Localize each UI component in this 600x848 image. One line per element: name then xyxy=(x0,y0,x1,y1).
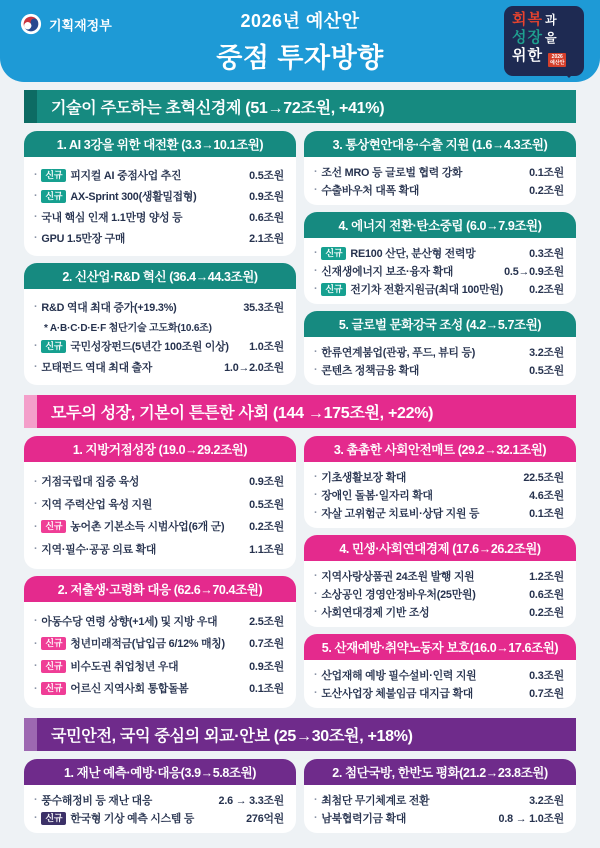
category-box-body xyxy=(304,462,576,528)
budget-item-label: 콘텐츠 정책금융 확대 xyxy=(321,364,420,377)
category-box xyxy=(24,759,296,833)
section-title xyxy=(24,718,576,751)
section-title-text: 국민안전, 국익 중심의 외교·안보 (25→30조원, +18%) xyxy=(37,718,576,751)
column xyxy=(24,759,296,833)
bullet-dot: · xyxy=(314,489,318,501)
category-box-body xyxy=(24,602,296,709)
campaign-badge-row xyxy=(512,47,576,69)
campaign-year: 2026 xyxy=(551,54,563,60)
budget-item-left xyxy=(314,470,406,485)
budget-item-value: 0.5조원 xyxy=(249,498,284,511)
budget-item xyxy=(314,809,564,827)
new-badge: 신규 xyxy=(41,812,66,825)
budget-item-value: 0.2조원 xyxy=(249,521,284,533)
budget-item-left xyxy=(34,519,224,534)
bullet-dot: · xyxy=(34,543,38,555)
campaign-budget-word: 예산안 xyxy=(549,60,565,66)
budget-item xyxy=(314,244,564,262)
budget-item-value: 2.6 → 3.3조원 xyxy=(218,794,284,807)
budget-item-value: 4.6조원 xyxy=(529,489,564,502)
category-box xyxy=(24,436,296,569)
budget-item-left xyxy=(34,474,139,489)
budget-item-value: 2.1조원 xyxy=(249,232,284,245)
budget-item-label: RE100 산단, 분산형 전력망 xyxy=(350,247,476,260)
category-box xyxy=(304,634,576,708)
bullet-dot: · xyxy=(34,794,38,806)
budget-item-value: 0.2조원 xyxy=(529,283,564,296)
budget-item-left xyxy=(34,681,189,696)
new-badge: 신규 xyxy=(41,190,66,203)
budget-item xyxy=(34,358,284,376)
category-box xyxy=(304,131,576,205)
column xyxy=(304,131,576,385)
budget-item xyxy=(34,809,284,827)
category-box xyxy=(304,311,576,385)
budget-item-note: * A·B·C·D·E·F 첨단기술 고도화(10.6조) xyxy=(44,323,212,334)
budget-item-label: R&D 역대 최대 증가(+19.3%) xyxy=(41,301,177,314)
budget-item-value: 0.3조원 xyxy=(529,247,564,260)
budget-item-label: 지역·필수·공공 의료 확대 xyxy=(41,543,157,556)
budget-item xyxy=(314,262,564,280)
budget-item-label: 비수도권 취업청년 우대 xyxy=(70,660,179,673)
bullet-dot: · xyxy=(314,471,318,483)
category-box xyxy=(304,212,576,304)
section-columns xyxy=(24,131,576,385)
bullet-dot: · xyxy=(34,190,38,202)
budget-item xyxy=(314,486,564,504)
budget-item-label: 남북협력기금 확대 xyxy=(321,812,407,825)
budget-item xyxy=(34,657,284,675)
bullet-dot: · xyxy=(34,637,38,650)
section-title xyxy=(24,395,576,428)
category-box xyxy=(24,576,296,709)
budget-item-left xyxy=(314,793,429,808)
bullet-dot: · xyxy=(314,606,318,618)
budget-item-left xyxy=(34,168,181,183)
section-title-stripe xyxy=(24,718,37,751)
bullet-dot: · xyxy=(34,301,38,313)
budget-item-value: 1.0조원 xyxy=(249,340,284,353)
budget-item-value: 1.0→2.0조원 xyxy=(224,361,284,374)
budget-item-value: 0.8 → 1.0조원 xyxy=(498,812,564,825)
budget-item-label: 국내 핵심 인재 1.1만명 양성 등 xyxy=(41,211,183,224)
budget-item-value: 1.1조원 xyxy=(249,543,284,556)
budget-item-left xyxy=(314,363,419,378)
bullet-dot: · xyxy=(314,166,318,178)
budget-item-value: 0.6조원 xyxy=(529,588,564,601)
section-tech-economy xyxy=(24,90,576,385)
budget-item-value: 1.2조원 xyxy=(529,570,564,583)
budget-item-left xyxy=(314,246,475,261)
ministry-name: 기획재정부 xyxy=(49,17,112,33)
section-columns xyxy=(24,436,576,708)
budget-item-label: 청년미래적금(납입금 6/12% 매칭) xyxy=(70,638,225,650)
budget-item xyxy=(314,280,564,298)
new-badge: 신규 xyxy=(41,682,66,695)
budget-item-left xyxy=(314,686,473,701)
budget-item-left xyxy=(34,300,177,315)
bullet-dot: · xyxy=(34,361,38,373)
budget-item-value: 276억원 xyxy=(246,812,284,825)
budget-item-left xyxy=(34,614,217,629)
budget-item-value: 0.1조원 xyxy=(529,507,564,520)
budget-item-left xyxy=(34,811,194,826)
bullet-dot: · xyxy=(314,265,318,277)
category-box-title: 3. 통상현안대응·수출 지원 (1.6→4.3조원) xyxy=(304,131,576,157)
budget-item xyxy=(314,684,564,702)
budget-item-label: 피지컬 AI 중점사업 추진 xyxy=(70,169,182,182)
new-badge: 신규 xyxy=(321,247,346,260)
budget-item-label: 지역 주력산업 육성 지원 xyxy=(41,498,153,511)
category-box-title: 2. 첨단국방, 한반도 평화(21.2→23.8조원) xyxy=(304,759,576,785)
bullet-dot: · xyxy=(34,475,38,488)
budget-item-left xyxy=(314,605,429,620)
budget-item-label: 아동수당 연령 상향(+1세) 및 지방 우대 xyxy=(41,615,218,628)
new-badge: 신규 xyxy=(321,283,346,296)
campaign-badge-row xyxy=(512,29,576,47)
budget-item-left xyxy=(314,282,503,297)
budget-item-value: 0.9조원 xyxy=(249,476,284,488)
budget-item-value: 0.5조원 xyxy=(529,364,564,377)
budget-item xyxy=(314,343,564,361)
budget-item-value: 3.2조원 xyxy=(529,346,564,359)
category-box xyxy=(24,131,296,256)
category-box-title: 1. 지방거점성장 (19.0→29.2조원) xyxy=(24,436,296,462)
bullet-dot: · xyxy=(314,794,318,806)
budget-item xyxy=(34,495,284,513)
bullet-dot: · xyxy=(34,812,38,824)
new-badge: 신규 xyxy=(41,637,66,650)
budget-item-left xyxy=(34,231,125,246)
bullet-dot: · xyxy=(314,507,318,519)
campaign-badge-row xyxy=(512,11,576,29)
budget-item xyxy=(314,585,564,603)
bullet-dot: · xyxy=(34,615,38,627)
page-title: 중점 투자방향 xyxy=(216,43,384,73)
category-box-title: 2. 저출생·고령화 대응 (62.6→70.4조원) xyxy=(24,576,296,602)
budget-item-label: 풍수해정비 등 재난 대응 xyxy=(41,794,153,807)
bullet-dot: · xyxy=(314,364,318,376)
bullet-dot: · xyxy=(314,247,318,259)
budget-item-label: 농어촌 기본소득 시범사업(6개 군) xyxy=(70,521,225,533)
budget-item-left xyxy=(34,189,197,204)
budget-item-left xyxy=(34,542,156,557)
budget-item-left xyxy=(314,569,474,584)
category-box xyxy=(304,759,576,833)
category-box-body xyxy=(304,337,576,385)
category-box-body xyxy=(304,561,576,627)
budget-item-label: 기초생활보장 확대 xyxy=(321,471,407,484)
budget-item-value: 0.7조원 xyxy=(529,687,564,700)
new-badge: 신규 xyxy=(41,340,66,353)
section-title xyxy=(24,90,576,123)
budget-item-label: 신재생에너지 보조·융자 확대 xyxy=(321,265,454,278)
top-banner xyxy=(0,0,600,82)
budget-item-left xyxy=(34,497,152,512)
budget-item-label: 장애인 돌봄·일자리 확대 xyxy=(321,489,433,502)
budget-item-label: 지역사랑상품권 24조원 발행 지원 xyxy=(321,570,475,583)
category-box xyxy=(304,436,576,528)
budget-item xyxy=(34,680,284,698)
category-box-body xyxy=(304,157,576,205)
budget-item xyxy=(314,181,564,199)
bullet-dot: · xyxy=(314,669,318,681)
category-box-title: 1. 재난 예측·예방·대응(3.9→5.8조원) xyxy=(24,759,296,785)
category-box-body xyxy=(304,238,576,304)
budget-item-left xyxy=(314,668,476,683)
budget-item-label: 어르신 지역사회 통합돌봄 xyxy=(70,683,189,695)
column xyxy=(24,436,296,708)
budget-item-label: 자살 고위험군 치료비·상담 지원 등 xyxy=(321,507,480,520)
budget-item xyxy=(34,208,284,226)
section-title-text: 기술이 주도하는 초혁신경제 (51→72조원, +41%) xyxy=(37,90,576,123)
category-box-body xyxy=(24,289,296,385)
budget-item xyxy=(314,504,564,522)
bullet-dot: · xyxy=(34,340,38,352)
budget-item-label: 거점국립대 집중 육성 xyxy=(41,476,140,488)
budget-item-label: 조선 MRO 등 글로벌 협력 강화 xyxy=(321,166,463,179)
budget-item xyxy=(314,361,564,379)
budget-item-value: 0.5→0.9조원 xyxy=(504,265,564,278)
bullet-dot: · xyxy=(34,682,38,695)
bullet-dot: · xyxy=(34,211,38,223)
budget-item-label: 전기차 전환지원금(최대 100만원) xyxy=(350,283,503,296)
banner-subtitle: 2026년 예산안 xyxy=(240,11,360,31)
budget-item-value: 0.3조원 xyxy=(529,669,564,682)
speech-bubble-tail xyxy=(562,71,576,85)
new-badge: 신규 xyxy=(41,520,66,533)
budget-item-label: 수출바우처 대폭 확대 xyxy=(321,184,420,197)
budget-item-left xyxy=(34,636,225,651)
budget-item-left xyxy=(34,339,229,354)
budget-item xyxy=(34,791,284,809)
budget-item-label: 도산사업장 체불임금 대지급 확대 xyxy=(321,687,474,700)
budget-item xyxy=(314,666,564,684)
section-columns xyxy=(24,759,576,833)
budget-item xyxy=(34,612,284,630)
budget-item-value: 0.7조원 xyxy=(249,638,284,650)
budget-item-value: 0.1조원 xyxy=(529,166,564,179)
budget-item-value: 0.9조원 xyxy=(249,660,284,673)
category-box xyxy=(24,263,296,385)
bullet-dot: · xyxy=(314,184,318,196)
budget-item-left xyxy=(34,360,152,375)
budget-item-value: 0.5조원 xyxy=(249,169,284,182)
budget-item-value: 0.2조원 xyxy=(529,184,564,197)
budget-item-left xyxy=(34,659,178,674)
bullet-dot: · xyxy=(34,232,38,244)
budget-item xyxy=(34,518,284,536)
budget-item-label: 사회연대경제 기반 조성 xyxy=(321,606,430,619)
section-title-text: 모두의 성장, 기본이 튼튼한 사회 (144 →175조원, +22%) xyxy=(37,395,576,428)
campaign-word-recovery-suffix: 과 xyxy=(544,13,557,27)
category-box-title: 4. 민생·사회연대경제 (17.6→26.2조원) xyxy=(304,535,576,561)
category-box-title: 4. 에너지 전환·탄소중립 (6.0→7.9조원) xyxy=(304,212,576,238)
bullet-dot: · xyxy=(314,346,318,358)
budget-item-value: 35.3조원 xyxy=(243,301,284,314)
category-box-title: 3. 촘촘한 사회안전매트 (29.2→32.1조원) xyxy=(304,436,576,462)
new-badge: 신규 xyxy=(41,660,66,673)
category-box-body xyxy=(24,462,296,569)
budget-item-value: 0.2조원 xyxy=(529,606,564,619)
budget-item xyxy=(34,166,284,184)
category-box-title: 1. AI 3강을 위한 대전환 (3.3→10.1조원) xyxy=(24,131,296,157)
category-box-title: 2. 신산업·R&D 혁신 (36.4→44.3조원) xyxy=(24,263,296,289)
bullet-dot: · xyxy=(34,169,38,181)
campaign-word-growth: 성장 xyxy=(512,29,543,46)
section-title-stripe xyxy=(24,395,37,428)
section-title-stripe xyxy=(24,90,37,123)
budget-item-value: 3.2조원 xyxy=(529,794,564,807)
column xyxy=(24,131,296,385)
column xyxy=(304,759,576,833)
bullet-dot: · xyxy=(314,570,318,582)
budget-item-left xyxy=(314,165,462,180)
budget-item xyxy=(314,163,564,181)
budget-item-left xyxy=(314,506,479,521)
budget-item-left xyxy=(314,587,476,602)
budget-item-label: 산업재해 예방 필수설비·인력 지원 xyxy=(321,669,477,682)
budget-item-label: 한국형 기상 예측 시스템 등 xyxy=(70,812,195,825)
budget-item xyxy=(314,791,564,809)
column xyxy=(304,436,576,708)
budget-item xyxy=(314,603,564,621)
budget-item-left xyxy=(34,210,182,225)
category-box-body xyxy=(304,785,576,833)
budget-item xyxy=(314,567,564,585)
campaign-word-growth-suffix: 을 xyxy=(544,31,557,45)
budget-item-label: AX-Sprint 300(생활밀접형) xyxy=(70,190,197,203)
budget-item-label: GPU 1.5만장 구매 xyxy=(41,232,126,245)
campaign-word-for: 위한 xyxy=(512,47,543,64)
budget-item-value: 0.1조원 xyxy=(249,683,284,695)
bullet-dot: · xyxy=(314,687,318,699)
budget-item-left xyxy=(314,811,406,826)
budget-item-value: 22.5조원 xyxy=(523,471,564,484)
budget-item-label: 한류연계붐업(관광, 푸드, 뷰티 등) xyxy=(321,346,476,359)
bullet-dot: · xyxy=(314,588,318,600)
budget-item xyxy=(34,187,284,205)
section-inclusive-society xyxy=(24,395,576,708)
budget-item-label: 최첨단 무기체계로 전환 xyxy=(321,794,430,807)
budget-item xyxy=(34,337,284,355)
category-box xyxy=(304,535,576,627)
budget-item xyxy=(34,473,284,491)
budget-item-left xyxy=(314,183,419,198)
budget-item xyxy=(34,229,284,247)
budget-item-label: 모태펀드 역대 최대 출자 xyxy=(41,361,153,374)
budget-item xyxy=(34,540,284,558)
budget-sections xyxy=(0,82,600,833)
budget-item-left xyxy=(314,345,475,360)
category-box-body xyxy=(24,785,296,833)
bullet-dot: · xyxy=(34,498,38,510)
bullet-dot: · xyxy=(34,660,38,672)
new-badge: 신규 xyxy=(41,169,66,182)
category-box-body xyxy=(304,660,576,708)
budget-item-left xyxy=(314,488,433,503)
budget-item-left xyxy=(34,793,152,808)
budget-item xyxy=(34,298,284,316)
budget-item-value: 0.6조원 xyxy=(249,211,284,224)
bullet-dot: · xyxy=(314,812,318,824)
budget-item-value: 0.9조원 xyxy=(249,190,284,203)
budget-item-label: 소상공인 경영안정바우처(25만원) xyxy=(321,588,476,601)
campaign-word-recovery: 회복 xyxy=(512,11,543,28)
bullet-dot: · xyxy=(34,520,38,533)
campaign-year-tag xyxy=(548,53,567,67)
budget-item xyxy=(314,468,564,486)
bullet-dot: · xyxy=(314,283,318,295)
budget-item xyxy=(34,635,284,653)
section-safety-security xyxy=(24,718,576,833)
budget-item-value: 2.5조원 xyxy=(249,615,284,628)
category-box-title: 5. 글로벌 문화강국 조성 (4.2→5.7조원) xyxy=(304,311,576,337)
category-box-body xyxy=(24,157,296,256)
budget-item-left xyxy=(314,264,453,279)
category-box-title: 5. 산재예방·취약노동자 보호(16.0→17.6조원) xyxy=(304,634,576,660)
campaign-badge xyxy=(504,6,584,76)
budget-item-label: 국민성장펀드(5년간 100조원 이상) xyxy=(70,340,229,353)
